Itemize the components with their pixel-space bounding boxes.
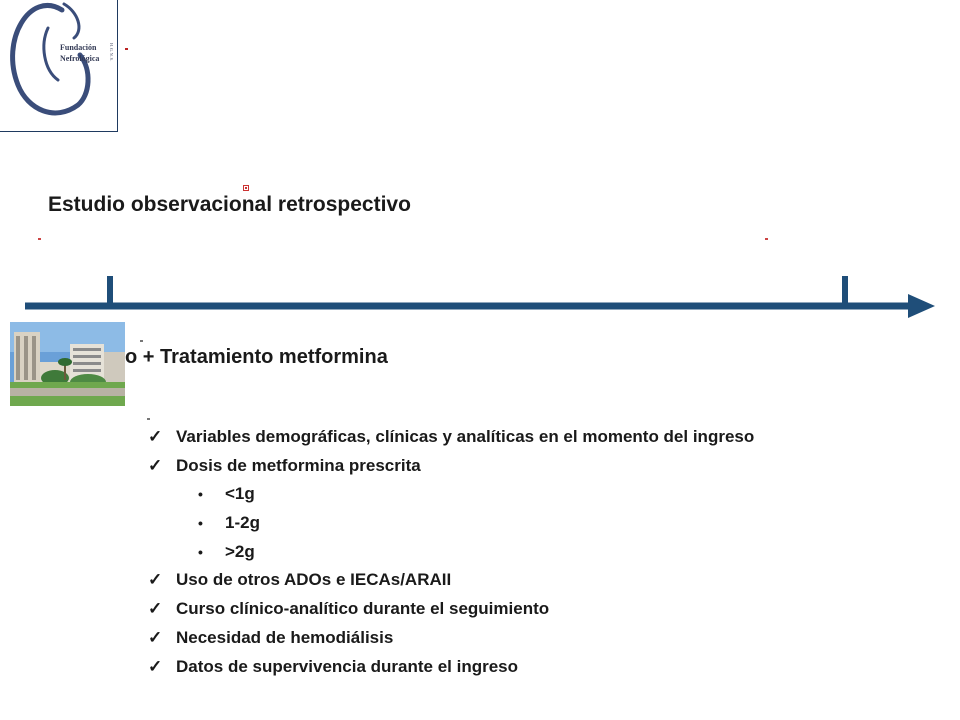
kidney-logo-icon [0,0,117,131]
decorative-dot [765,238,768,240]
timeline-arrow [0,270,960,330]
study-title: Estudio observacional retrospectivo [48,193,411,216]
foundation-logo [0,0,118,132]
decorative-dot [147,418,150,420]
list-item: ✓ Variables demográficas, clínicas y analíticas en el momento del ingreso [148,424,754,453]
list-item: ✓ Curso clínico-analítico durante el seguimiento [148,596,754,625]
decorative-dot [38,238,41,240]
list-subitem: • <1g [148,481,754,510]
timeline-arrowhead-icon [908,294,935,318]
checkmark-icon: ✓ [148,455,163,475]
logo-mark: H.G.N.S. [109,43,114,62]
checkmark-icon: ✓ [148,570,163,590]
phase-label: o + Tratamiento metformina [125,346,388,368]
logo-line-2: Nefrológica [60,54,100,63]
list-item: ✓ Datos de supervivencia durante el ingreso [148,654,754,683]
bullet-icon: • [198,486,203,503]
bullet-icon: • [198,543,203,560]
list-item: ✓ Dosis de metformina prescrita [148,453,754,482]
logo-line-1: Fundación [60,43,97,52]
list-subitem: • >2g [148,539,754,568]
checkmark-icon: ✓ [148,627,163,647]
checkmark-icon: ✓ [148,427,163,446]
list-item: ✓ Uso de otros ADOs e IECAs/ARAII [148,567,754,596]
bullet-icon: • [198,515,203,532]
checkmark-icon: ✓ [148,599,163,619]
list-subitem: • 1-2g [148,510,754,539]
decorative-dot [125,48,128,50]
list-item: ✓ Necesidad de hemodiálisis [148,625,754,654]
hospital-photo [10,322,125,406]
variables-list [148,424,754,682]
checkmark-icon: ✓ [148,656,163,676]
decorative-dot [140,340,143,342]
placeholder-marker-icon [243,185,249,191]
